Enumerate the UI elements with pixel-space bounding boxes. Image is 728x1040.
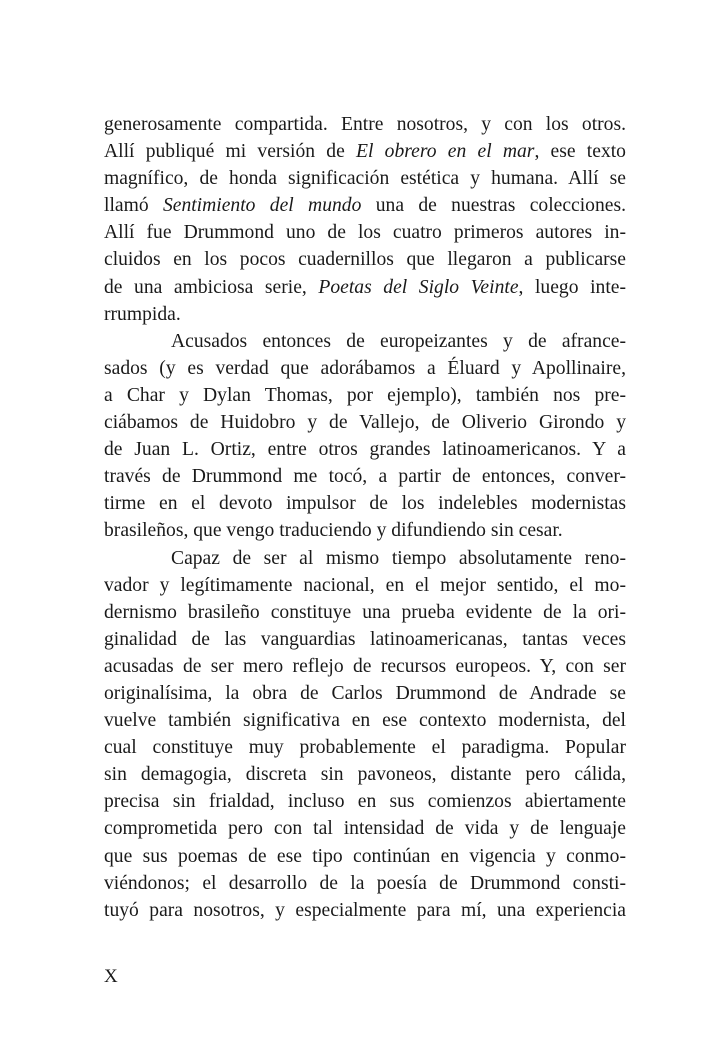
text-line <box>104 436 626 463</box>
italic-title: Sentimiento del mundo <box>162 195 362 217</box>
paragraph <box>104 328 626 545</box>
text-segment: tuyó para nosotros, y especialmente para mí, una experiencia <box>104 899 626 921</box>
text-line <box>104 274 626 301</box>
text-line <box>104 788 626 815</box>
text-line <box>104 328 626 355</box>
text-segment: Acusados entonces de europeizantes y de afrance- <box>171 330 626 352</box>
text-segment: viéndonos; el desarrollo de la poesía de Drummond consti- <box>104 872 626 894</box>
text-line <box>104 138 626 165</box>
text-line <box>104 599 626 626</box>
text-line <box>104 301 626 328</box>
text-line <box>104 355 626 382</box>
text-segment: a Char y Dylan Thomas, por ejemplo), también nos pre- <box>104 384 626 406</box>
page-body <box>104 111 626 924</box>
text-segment: cual constituye muy probablemente el paradigma. Popular <box>104 737 626 759</box>
text-segment: de Juan L. Ortiz, entre otros grandes latinoamericanos. Y a <box>104 439 626 461</box>
italic-title: El obrero en el mar <box>356 141 535 163</box>
text-segment: tirme en el devoto impulsor de los indelebles modernistas <box>104 493 626 515</box>
text-line <box>104 626 626 653</box>
text-line <box>104 653 626 680</box>
text-segment: vador y legítimamente nacional, en el mejor sentido, el mo- <box>104 574 626 596</box>
text-line <box>104 761 626 788</box>
text-segment: una de nuestras colecciones. <box>361 195 626 217</box>
text-segment: sin demagogia, discreta sin pavoneos, distante pero cálida, <box>104 764 626 786</box>
text-segment: generosamente compartida. Entre nosotros, y con los otros. <box>104 114 626 135</box>
text-segment: Allí fue Drummond uno de los cuatro primeros autores in- <box>104 222 626 244</box>
text-line <box>104 219 626 246</box>
text-segment: que sus poemas de ese tipo continúan en vigencia y conmo- <box>104 845 626 867</box>
text-line <box>104 490 626 517</box>
text-line <box>104 111 626 138</box>
text-line <box>104 517 626 544</box>
text-segment: de una ambiciosa serie, <box>104 276 319 298</box>
text-segment: originalísima, la obra de Carlos Drummond de Andrade se <box>104 682 626 704</box>
text-segment: sados (y es verdad que adorábamos a Éluard y Apollinaire, <box>104 357 626 379</box>
text-segment: través de Drummond me tocó, a partir de entonces, conver- <box>104 466 626 488</box>
text-segment: vuelve también significativa en ese contexto modernista, del <box>104 710 626 732</box>
paragraph <box>104 545 626 924</box>
text-line <box>104 382 626 409</box>
text-line <box>104 734 626 761</box>
text-segment: comprometida pero con tal intensidad de vida y de lenguaje <box>104 818 626 840</box>
paragraph <box>104 111 626 328</box>
page-number: X <box>104 966 118 987</box>
text-line <box>104 843 626 870</box>
text-line <box>104 680 626 707</box>
text-segment: Capaz de ser al mismo tiempo absolutamente reno- <box>171 547 626 569</box>
text-segment: precisa sin frialdad, incluso en sus comienzos abiertamente <box>104 791 626 813</box>
text-segment: cluidos en los pocos cuadernillos que llegaron a publicarse <box>104 249 626 271</box>
text-segment: acusadas de ser mero reflejo de recursos europeos. Y, con ser <box>104 655 626 677</box>
text-line <box>104 246 626 273</box>
text-line <box>104 707 626 734</box>
text-segment: , ese texto <box>534 141 626 163</box>
text-line <box>104 409 626 436</box>
text-segment: ciábamos de Huidobro y de Vallejo, de Oliverio Girondo y <box>104 412 626 434</box>
italic-title: Poetas del Siglo Veinte <box>318 276 519 298</box>
text-segment: Allí publiqué mi versión de <box>104 141 357 163</box>
text-line <box>104 897 626 924</box>
text-line <box>104 463 626 490</box>
text-segment: ginalidad de las vanguardias latinoamericanas, tantas veces <box>104 628 626 650</box>
text-line <box>104 165 626 192</box>
text-segment: brasileños, que vengo traduciendo y difundiendo sin cesar. <box>104 520 563 542</box>
text-line <box>104 572 626 599</box>
text-segment: magnífico, de honda significación estética y humana. Allí se <box>104 168 626 190</box>
text-segment: dernismo brasileño constituye una prueba evidente de la ori- <box>104 601 626 623</box>
text-segment: llamó <box>104 195 163 217</box>
text-segment: rrumpida. <box>104 303 181 325</box>
text-line <box>104 192 626 219</box>
text-line <box>104 870 626 897</box>
text-segment: , luego inte- <box>518 276 626 298</box>
text-line <box>104 815 626 842</box>
text-line <box>104 545 626 572</box>
